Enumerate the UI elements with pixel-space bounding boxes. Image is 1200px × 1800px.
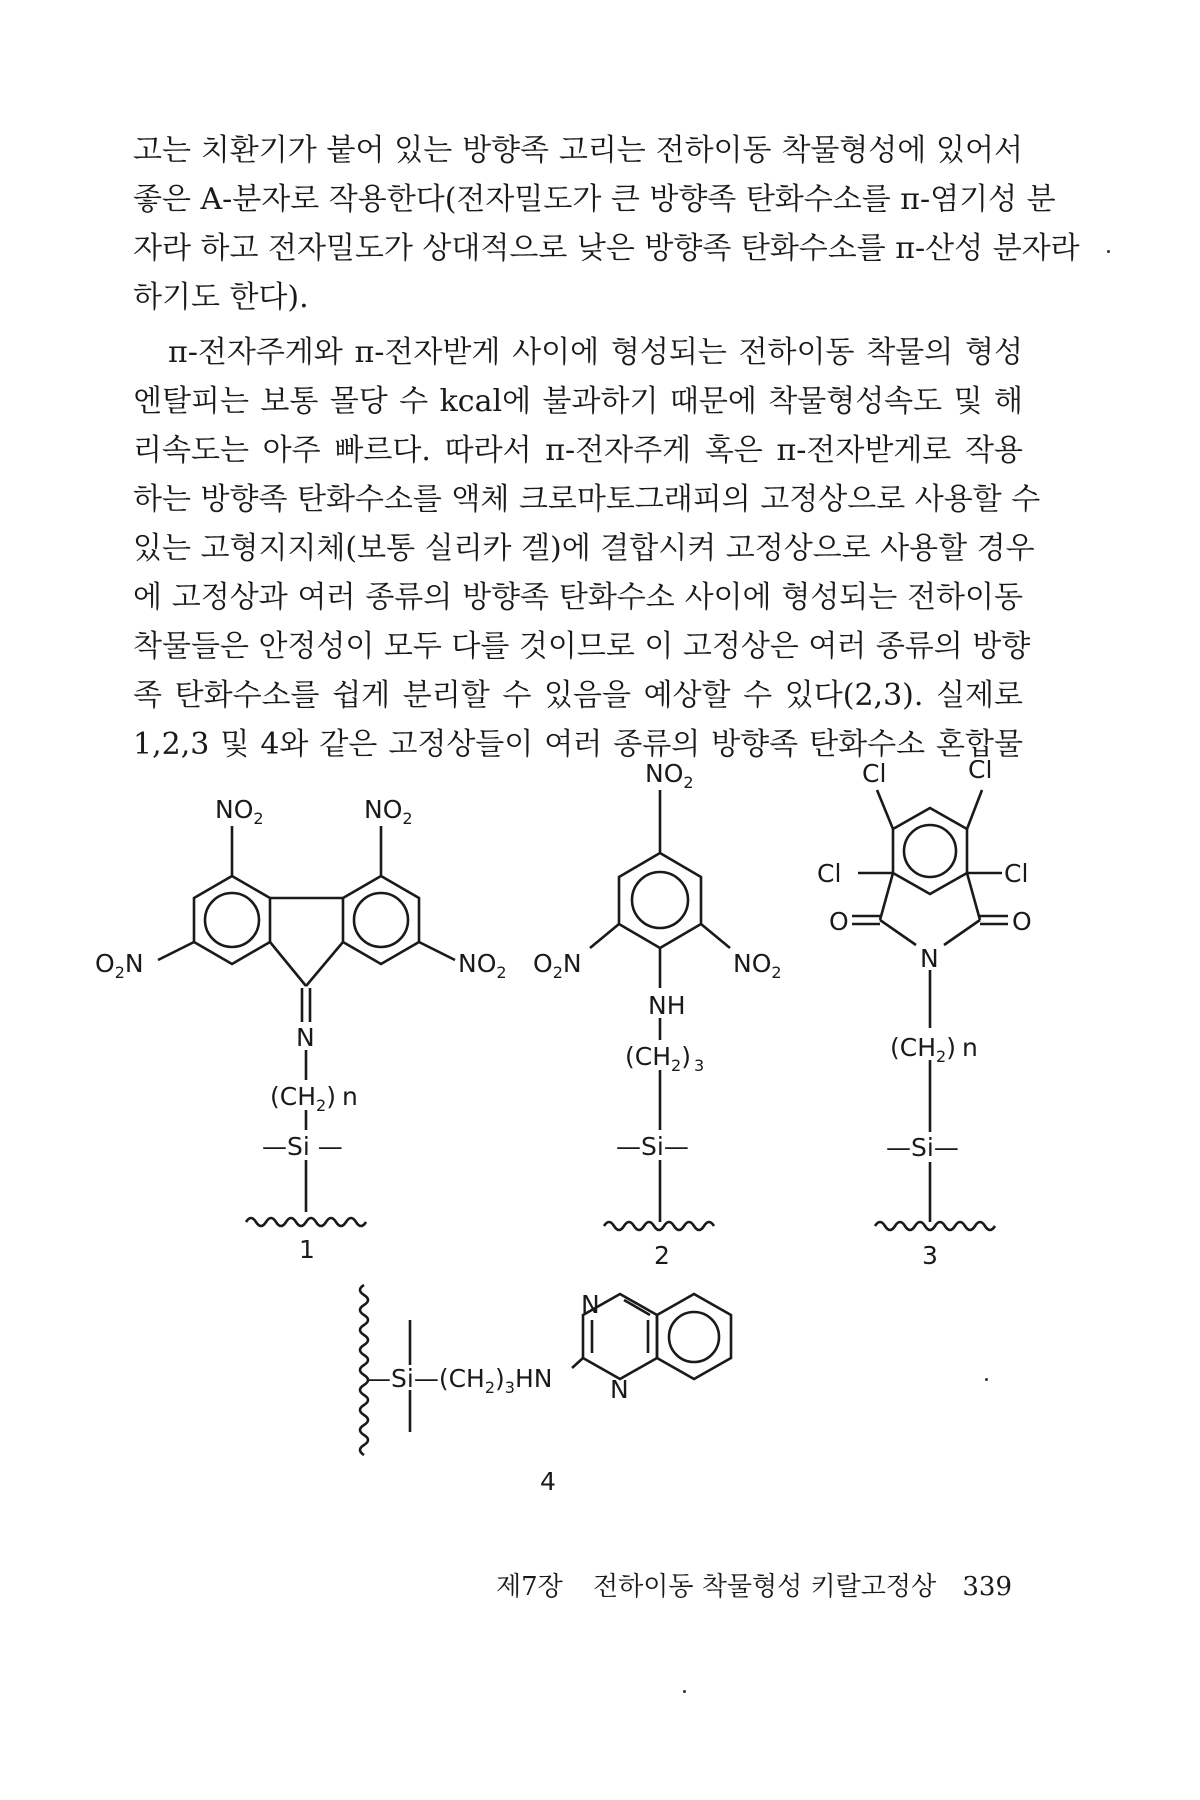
text-line: π-전자주게와 π-전자받게 사이에 형성되는 전하이동 착물의 형성 — [168, 335, 1023, 370]
ring-bond — [270, 942, 306, 986]
text-line: 있는 고형지지체(보통 실리카 겔)에 결합시켜 고정상으로 사용할 경우 — [133, 531, 1035, 566]
substituent-bond — [419, 942, 455, 960]
silica-surface — [246, 1218, 366, 1226]
atom-label: Cl — [862, 760, 887, 788]
aromatic-circle — [669, 1312, 719, 1362]
substituent-bond — [701, 924, 730, 948]
atom-label: —Si— — [616, 1132, 689, 1161]
atom-label: $NO_2$ — [364, 795, 413, 828]
atom-label: $NO_2$ — [645, 760, 694, 792]
text-line: 좋은 A-분자로 작용한다(전자밀도가 큰 방향족 탄화수소를 π-염기성 분 — [133, 182, 1056, 217]
substituent-bond — [158, 942, 194, 960]
atom-label: N — [296, 1023, 315, 1052]
page-number: 339 — [962, 1572, 1012, 1602]
atom-label: NH — [648, 991, 686, 1020]
text-line: 족 탄화수소를 쉽게 분리할 수 있음을 예상할 수 있다(2,3). 실제로 — [133, 678, 1023, 713]
structure-4 — [360, 1285, 731, 1496]
text-line: 에 고정상과 여러 종류의 방향족 탄화수소 사이에 형성되는 전하이동 — [133, 580, 1023, 615]
compound-number: 4 — [540, 1467, 556, 1496]
structure-3 — [817, 760, 1032, 1270]
atom-label: $—Si—(CH_2)_3HN$ — [366, 1364, 553, 1397]
atom-label: N — [610, 1375, 629, 1404]
compound-number: 1 — [299, 1235, 315, 1264]
substituent-bond — [877, 790, 893, 829]
structure-1 — [95, 795, 507, 1264]
aromatic-circle — [205, 893, 259, 947]
paragraph-1 — [133, 126, 1080, 322]
paragraph-2 — [133, 328, 1041, 769]
atom-label: $NO_2$ — [458, 949, 507, 982]
atom-label: $O_2N$ — [95, 949, 144, 982]
silica-surface — [875, 1222, 995, 1230]
atom-label: $O_2N$ — [533, 949, 582, 982]
substituent-bond — [967, 790, 982, 829]
text-line: 자라 하고 전자밀도가 상대적으로 낮은 방향족 탄화수소를 π-산성 분자라 — [133, 231, 1080, 266]
atom-label: N — [920, 944, 939, 973]
atom-label: $(CH_2)$ n — [270, 1082, 358, 1115]
text-line: 착물들은 안정성이 모두 다를 것이므로 이 고정상은 여러 종류의 방향 — [133, 629, 1031, 664]
print-speck — [1107, 250, 1110, 253]
atom-label: N — [581, 1290, 600, 1319]
text-line: 엔탈피는 보통 몰당 수 kcal에 불과하기 때문에 착물형성속도 및 해 — [133, 384, 1023, 419]
ring-bond — [880, 920, 916, 945]
atom-label: $(CH_2)$ n — [890, 1033, 978, 1066]
aromatic-circle — [904, 825, 956, 877]
atom-label: Cl — [1004, 859, 1029, 888]
ring-bond — [880, 873, 893, 920]
atom-label: Cl — [968, 760, 993, 784]
print-speck — [985, 1378, 988, 1381]
chapter-label: 제7장 — [496, 1572, 563, 1602]
atom-label: $NO_2$ — [215, 795, 264, 828]
substituent-bond — [572, 1358, 583, 1368]
atom-label: —Si— — [886, 1133, 959, 1162]
chemical-structures-figure — [0, 760, 1200, 1550]
print-speck — [683, 1690, 686, 1693]
ring-bond — [967, 873, 980, 920]
text-line: 리속도는 아주 빠르다. 따라서 π-전자주게 혹은 π-전자받게로 작용 — [133, 433, 1023, 468]
text-line: 1,2,3 및 4와 같은 고정상들이 여러 종류의 방향족 탄화수소 혼합물 — [133, 727, 1023, 762]
atom-label: O — [829, 907, 849, 936]
compound-number: 3 — [922, 1241, 938, 1270]
atom-label: Cl — [817, 859, 842, 888]
atom-label: O — [1012, 907, 1032, 936]
atom-label: —Si — — [262, 1132, 343, 1161]
running-title: 전하이동 착물형성 키랄고정상 — [593, 1572, 937, 1602]
compound-number: 2 — [654, 1241, 670, 1270]
page-footer — [496, 1566, 1026, 1603]
aromatic-circle — [632, 872, 688, 928]
atom-label: $(CH_2)$ $_3$ — [625, 1042, 705, 1075]
atom-label: $NO_2$ — [733, 949, 782, 982]
text-line: 하기도 한다). — [133, 280, 309, 315]
silica-surface — [604, 1222, 714, 1230]
substituent-bond — [590, 924, 619, 948]
text-line: 고는 치환기가 붙어 있는 방향족 고리는 전하이동 착물형성에 있어서 — [133, 133, 1023, 168]
ring-bond — [306, 942, 343, 986]
aromatic-circle — [354, 893, 408, 947]
structure-2 — [533, 760, 782, 1270]
ring-bond — [944, 920, 980, 945]
text-line: 하는 방향족 탄화수소를 액체 크로마토그래피의 고정상으로 사용할 수 — [133, 482, 1041, 517]
